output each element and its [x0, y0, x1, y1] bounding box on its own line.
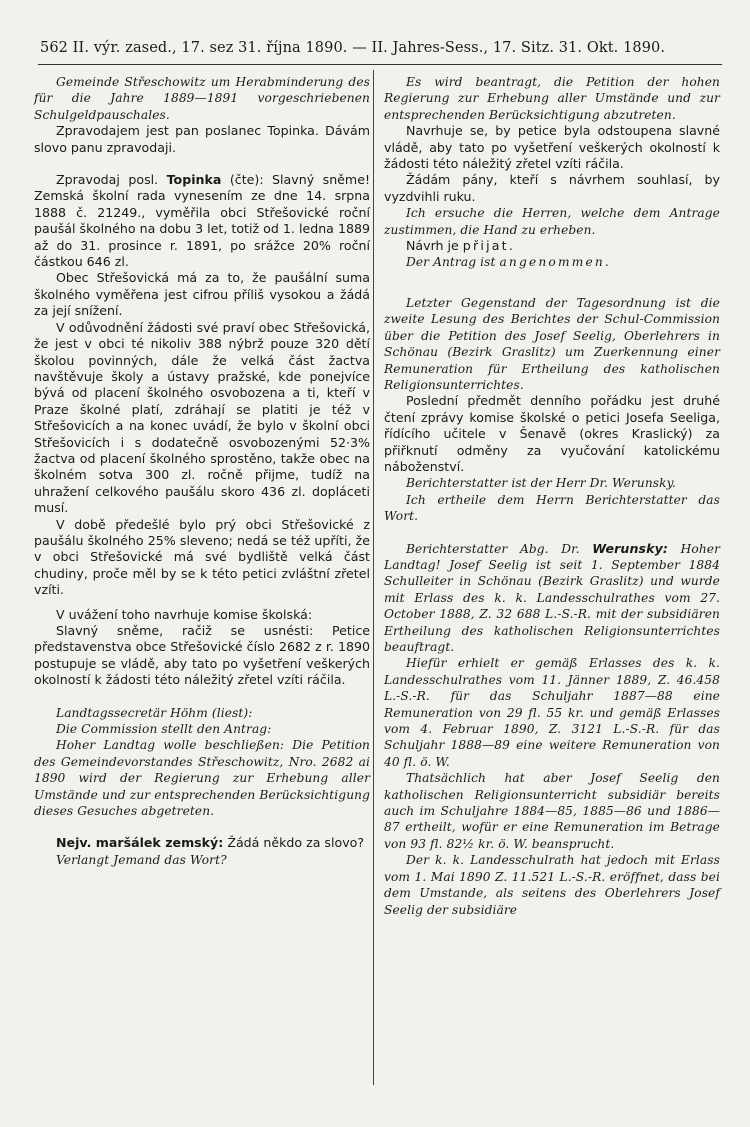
paragraph: Ich ertheile dem Herrn Berichterstatter das Wort.: [384, 492, 720, 524]
paragraph: Obec Střešovická má za to, že paušální suma školného vyměřena jest cifrou příliš vysokou a žádá za její snížení.: [34, 270, 370, 319]
result-prefix: Der Antrag ist: [406, 255, 500, 270]
motion-czech: Slavný sněme, račiž se usnésti: Petice představenstva obce Střešovické číslo 2682 z r. 1890 postupuje se vládě, aby tato po vyšetření veškerých okolností k žádosti této náležitý zřetel vzíti ráčila.: [34, 623, 370, 688]
rapporteur-paragraph: [384, 541, 720, 656]
paragraph: Berichterstatter ist der Herr Dr. Werunsky.: [406, 476, 676, 491]
marshal-paragraph: [34, 835, 370, 851]
paragraph: Der k. k. Landesschulrath hat jedoch mit Erlass vom 1. Mai 1890 Z. 11.521 L.-S.-R. eröffnet, dass bei dem Umstande, als seitens des Oberlehrers Josef Seelig der subsidiäre: [384, 853, 720, 917]
speaker-name: Werunsky:: [592, 540, 669, 556]
paragraph: Navrhuje se, by petice byla odstoupena slavné vládě, aby tato po vyšetření veškerých okolností k žádosti této náležitý zřetel vzíti ráčila.: [384, 123, 720, 172]
right-column: [384, 74, 720, 918]
paragraph: Zpravodajem jest pan poslanec Topinka. Dávám slovo panu zpravodaji.: [34, 123, 370, 155]
paragraph: Thatsächlich hat aber Josef Seelig den katholischen Religionsunterricht subsidiär bereits auch im Schuljahre 1884—85, 1885—86 und 1886—87 ertheilt, wofür er eine Remuneration im Betrage von 93 fl. 82½ kr. ö. W. beansprucht.: [384, 771, 720, 851]
speaker-name: Nejv. maršálek zemský:: [56, 835, 224, 851]
paragraph: Es wird beantragt, die Petition der hohen Regierung zur Erhebung aller Umstände und zur entsprechenden Berücksichtigung abzutreten.: [384, 75, 720, 122]
agenda-item-czech: Poslední předmět denního pořádku jest druhé čtení zprávy komise školské o petici Josefa Seeliga, řídícího učitele v Šenavě (okres Kraslický) za přiřknutí odměny za vyučování katolickému náboženství.: [384, 393, 720, 474]
result-german: [384, 254, 720, 270]
paragraph: Hiefür erhielt er gemäß Erlasses des k. k. Landesschulrathes vom 11. Jänner 1889, Z. 46.458 L.-S.-R. für das Schuljahr 1887—88 eine Remuneration von 29 fl. 55 kr. und gemäß Erlasses vom 4. Februar 1890, Z. 3121 L.-S.-R. für das Schuljahr 1888—89 eine weitere Remuneration von 40 fl. ö. W.: [384, 656, 720, 769]
paragraph: Die Commission stellt den Antrag:: [56, 722, 272, 737]
column-divider: [373, 70, 374, 1085]
motion-german: Hoher Landtag wolle beschließen: Die Petition des Gemeindevorstandes Střeschowitz, Nro. 2682 ai 1890 wird der Regierung zur Erhebung aller Umstände und zur entsprechenden Berücksichtigung dieses Gesuches abgetreten.: [34, 738, 370, 819]
speech-text: (čte): Slavný sněme! Zemská školní rada vynesením ze dne 14. srpna 1888 č. 21249., vyměřila obci Střešovické roční paušál školného na dobu 3 let, totiž od 1. ledna 1889 až do 31. prosince r. 1891, po srážce 20% roční částkou 646 zl.: [34, 172, 370, 270]
header-rule: [38, 64, 722, 65]
speaker-prefix: Zpravodaj posl.: [56, 172, 167, 188]
secretary-line: Landtagssecretär Höhm (liest):: [56, 705, 253, 720]
result-word: přijat.: [462, 238, 516, 254]
speaker-name: Topinka: [166, 172, 222, 188]
speaker-prefix: Berichterstatter Abg. Dr.: [406, 541, 593, 556]
speech-text: Hoher Landtag! Josef Seelig ist seit 1. September 1884 Schulleiter in Schönau (Bezirk Graslitz) und wurde mit Erlass des k. k. Landesschulrathes vom 27. October 1888, Z. 32 688 L.-S.-R. mit der subsidiären Ertheilung des katholischen Religionsunterrichtes beauftragt.: [384, 541, 721, 654]
agenda-item-german: Letzter Gegenstand der Tagesordnung ist die zweite Lesung des Berichtes der Schul-Commission über die Petition des Josef Seelig, Oberlehrers in Schönau (Bezirk Graslitz) um Zuerkennung einer Remuneration für Ertheilung des katholischen Religionsunterrichtes.: [384, 295, 720, 392]
paragraph: Ich ersuche die Herren, welche dem Antrage zustimmen, die Hand zu erheben.: [384, 206, 720, 237]
running-header: 562 II. výr. zased., 17. sez 31. října 1890. — II. Jahres-Sess., 17. Sitz. 31. Okt. 1890.: [40, 40, 666, 56]
left-column: [34, 74, 370, 868]
paragraph: V odůvodnění žádosti své praví obec Střešovická, že jest v obci té nikoliv 388 nýbrž pouze 320 dětí školou povinných, dále že velká část žactva navštěvuje školy a ústavy pražské, kde ponejvíce bývá od placení školného osvobozena a ti, kteří v Praze školné platí, zdráhají se platiti je též v Střešovicích a na konec uvádí, že bylo v školní obci Střešovicích i s dodatečně osvobozenými 52·3% žactva od placení školného sprostěno, takže obec na školném sotva 300 zl. ročně přijme, tudíž na uhražení celkového paušálu skoro 436 zl. dopláceti musí.: [34, 319, 370, 516]
rapporteur-paragraph: [34, 172, 370, 270]
paragraph: V době předešlé bylo prý obci Střešovické z paušálu školného 25% sleveno; nedá se též upříti, že v obci Střešovické má své bydliště velká část chudiny, proče měl by se k této petici zvláštní zřetel vzíti.: [34, 516, 370, 598]
result-prefix: Návrh je: [406, 238, 463, 254]
result-word: angenommen.: [499, 255, 612, 270]
paragraph: Verlangt Jemand das Wort?: [56, 852, 227, 867]
speech-text: Žádá někdo za slovo?: [223, 835, 365, 851]
result-czech: [384, 238, 720, 254]
paragraph: Žádám pány, kteří s návrhem souhlasí, by vyzdvihli ruku.: [384, 172, 720, 204]
petition-title-german: Gemeinde Střeschowitz um Herabminderung des für die Jahre 1889—1891 vorgeschriebenen Schulgeldpauschales.: [34, 75, 370, 122]
paragraph: V uvážení toho navrhuje komise školská:: [56, 606, 313, 622]
